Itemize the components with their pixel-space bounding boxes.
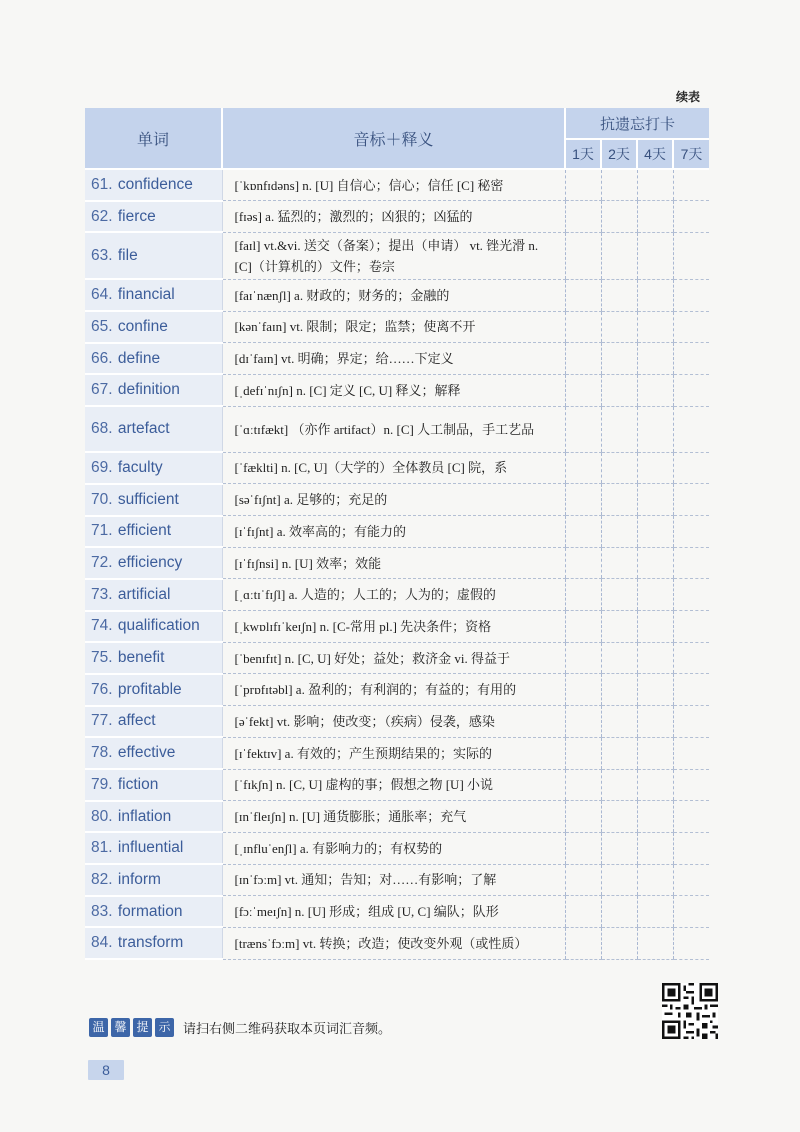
- checkin-cell-day-7[interactable]: [673, 374, 709, 406]
- checkin-cell-day-7[interactable]: [673, 484, 709, 516]
- word-number: 72.: [91, 554, 113, 572]
- definition-cell: [faɪˈnænʃl] a. 财政的；财务的；金融的: [222, 279, 565, 311]
- word-number: 67.: [91, 381, 113, 399]
- word-cell: [85, 547, 222, 579]
- table-row: [85, 484, 709, 516]
- checkin-cell-day-4[interactable]: [637, 832, 673, 864]
- checkin-cell-day-1[interactable]: [565, 927, 601, 959]
- checkin-cell-day-7[interactable]: [673, 406, 709, 452]
- word-cell: [85, 279, 222, 311]
- word-text: qualification: [117, 617, 200, 635]
- checkin-cell-day-4[interactable]: [637, 864, 673, 896]
- word-text: fierce: [117, 207, 156, 225]
- word-text: sufficient: [117, 490, 179, 508]
- table-row: [85, 611, 709, 643]
- definition-cell: [fɔːˈmeɪʃn] n. [U] 形成；组成 [U, C] 编队；队形: [222, 896, 565, 928]
- checkin-cell-day-1[interactable]: [565, 311, 601, 343]
- table-row: [85, 642, 709, 674]
- header-day-1: 1天: [565, 139, 601, 169]
- checkin-cell-day-7[interactable]: [673, 832, 709, 864]
- tip-bar: [89, 1018, 391, 1037]
- checkin-cell-day-1[interactable]: [565, 232, 601, 279]
- table-row: [85, 406, 709, 452]
- checkin-cell-day-2[interactable]: [601, 769, 637, 801]
- checkin-cell-day-4[interactable]: [637, 516, 673, 548]
- checkin-cell-day-7[interactable]: [673, 311, 709, 343]
- checkin-cell-day-7[interactable]: [673, 737, 709, 769]
- header-day-2: 2天: [601, 139, 637, 169]
- table-row: [85, 832, 709, 864]
- word-cell: [85, 374, 222, 406]
- word-cell: [85, 484, 222, 516]
- word-cell: [85, 706, 222, 738]
- word-text: transform: [117, 934, 184, 952]
- definition-cell: [fɪəs] a. 猛烈的；激烈的；凶狠的；凶猛的: [222, 201, 565, 233]
- definition-cell: [ˈbenɪfɪt] n. [C, U] 好处；益处；救济金 vi. 得益于: [222, 642, 565, 674]
- checkin-cell-day-2[interactable]: [601, 801, 637, 833]
- vocabulary-table: [85, 108, 709, 960]
- checkin-cell-day-7[interactable]: [673, 674, 709, 706]
- word-number: 83.: [91, 902, 113, 920]
- checkin-cell-day-4[interactable]: [637, 452, 673, 484]
- header-definition: 音标＋释义: [222, 108, 565, 169]
- word-cell: [85, 406, 222, 452]
- table-row: [85, 279, 709, 311]
- checkin-cell-day-4[interactable]: [637, 484, 673, 516]
- tip-badge: 馨: [111, 1018, 130, 1037]
- word-number: 69.: [91, 458, 113, 476]
- definition-cell: [ɪˈfektɪv] a. 有效的；产生预期结果的；实际的: [222, 737, 565, 769]
- tip-badge: 示: [155, 1018, 174, 1037]
- definition-cell: [ɪˈfɪʃnt] a. 效率高的；有能力的: [222, 516, 565, 548]
- checkin-cell-day-7[interactable]: [673, 547, 709, 579]
- word-number: 62.: [91, 207, 113, 225]
- word-number: 80.: [91, 807, 113, 825]
- word-cell: [85, 769, 222, 801]
- checkin-cell-day-1[interactable]: [565, 896, 601, 928]
- table-row: [85, 769, 709, 801]
- checkin-cell-day-1[interactable]: [565, 452, 601, 484]
- table-row: [85, 547, 709, 579]
- word-cell: [85, 232, 222, 279]
- word-cell: [85, 311, 222, 343]
- checkin-cell-day-1[interactable]: [565, 279, 601, 311]
- checkin-cell-day-2[interactable]: [601, 484, 637, 516]
- definition-cell: [ˌdefɪˈnɪʃn] n. [C] 定义 [C, U] 释义；解释: [222, 374, 565, 406]
- checkin-cell-day-1[interactable]: [565, 801, 601, 833]
- word-cell: [85, 864, 222, 896]
- checkin-cell-day-7[interactable]: [673, 201, 709, 233]
- checkin-cell-day-1[interactable]: [565, 406, 601, 452]
- checkin-cell-day-1[interactable]: [565, 579, 601, 611]
- checkin-cell-day-1[interactable]: [565, 706, 601, 738]
- table-row: [85, 927, 709, 959]
- checkin-cell-day-4[interactable]: [637, 343, 673, 375]
- checkin-cell-day-7[interactable]: [673, 452, 709, 484]
- word-number: 73.: [91, 585, 113, 603]
- checkin-cell-day-2[interactable]: [601, 896, 637, 928]
- checkin-cell-day-2[interactable]: [601, 406, 637, 452]
- table-row: [85, 169, 709, 201]
- checkin-cell-day-7[interactable]: [673, 343, 709, 375]
- checkin-cell-day-7[interactable]: [673, 232, 709, 279]
- checkin-cell-day-2[interactable]: [601, 311, 637, 343]
- checkin-cell-day-1[interactable]: [565, 642, 601, 674]
- definition-cell: [ˈɑːtɪfækt] （亦作 artifact）n. [C] 人工制品，手工艺品: [222, 406, 565, 452]
- checkin-cell-day-4[interactable]: [637, 801, 673, 833]
- word-number: 61.: [91, 175, 113, 193]
- word-number: 74.: [91, 617, 113, 635]
- word-text: inflation: [117, 807, 172, 825]
- word-number: 75.: [91, 649, 113, 667]
- checkin-cell-day-4[interactable]: [637, 169, 673, 201]
- checkin-cell-day-2[interactable]: [601, 374, 637, 406]
- word-number: 82.: [91, 870, 113, 888]
- header-checkin: 抗遗忘打卡: [565, 108, 709, 139]
- checkin-cell-day-7[interactable]: [673, 801, 709, 833]
- checkin-cell-day-2[interactable]: [601, 169, 637, 201]
- word-cell: [85, 516, 222, 548]
- checkin-cell-day-1[interactable]: [565, 484, 601, 516]
- checkin-cell-day-4[interactable]: [637, 232, 673, 279]
- checkin-cell-day-2[interactable]: [601, 737, 637, 769]
- checkin-cell-day-2[interactable]: [601, 279, 637, 311]
- checkin-cell-day-2[interactable]: [601, 611, 637, 643]
- word-text: financial: [117, 286, 175, 304]
- checkin-cell-day-2[interactable]: [601, 579, 637, 611]
- definition-cell: [kənˈfaɪn] vt. 限制；限定；监禁；使离不开: [222, 311, 565, 343]
- checkin-cell-day-1[interactable]: [565, 832, 601, 864]
- checkin-cell-day-1[interactable]: [565, 547, 601, 579]
- checkin-cell-day-7[interactable]: [673, 927, 709, 959]
- definition-cell: [ɪˈfɪʃnsi] n. [U] 效率；效能: [222, 547, 565, 579]
- checkin-cell-day-4[interactable]: [637, 374, 673, 406]
- word-number: 81.: [91, 839, 113, 857]
- definition-cell: [ɪnˈfɔːm] vt. 通知；告知；对……有影响；了解: [222, 864, 565, 896]
- checkin-cell-day-2[interactable]: [601, 642, 637, 674]
- word-cell: [85, 674, 222, 706]
- word-number: 64.: [91, 286, 113, 304]
- header-day-4: 4天: [637, 139, 673, 169]
- checkin-cell-day-4[interactable]: [637, 674, 673, 706]
- word-text: artificial: [117, 585, 171, 603]
- word-text: faculty: [117, 458, 163, 476]
- table-row: [85, 737, 709, 769]
- word-cell: [85, 452, 222, 484]
- word-text: artefact: [117, 420, 170, 438]
- definition-cell: [əˈfekt] vt. 影响；使改变；（疾病）侵袭，感染: [222, 706, 565, 738]
- word-cell: [85, 579, 222, 611]
- tip-badge: 提: [133, 1018, 152, 1037]
- page-number: 8: [88, 1060, 124, 1080]
- definition-cell: [faɪl] vt.&vi. 送交（备案）；提出（申请） vt. 锉光滑 n. [C]（计算机的）文件；卷宗: [222, 232, 565, 279]
- word-text: confine: [117, 317, 168, 335]
- table-row: [85, 343, 709, 375]
- checkin-cell-day-2[interactable]: [601, 674, 637, 706]
- word-number: 78.: [91, 744, 113, 762]
- word-text: formation: [117, 902, 183, 920]
- table-row: [85, 579, 709, 611]
- word-cell: [85, 927, 222, 959]
- checkin-cell-day-4[interactable]: [637, 769, 673, 801]
- definition-cell: [ˌɪnfluˈenʃl] a. 有影响力的；有权势的: [222, 832, 565, 864]
- table-row: [85, 311, 709, 343]
- checkin-cell-day-7[interactable]: [673, 516, 709, 548]
- word-cell: [85, 611, 222, 643]
- table-row: [85, 674, 709, 706]
- checkin-cell-day-4[interactable]: [637, 896, 673, 928]
- definition-cell: [dɪˈfaɪn] vt. 明确；界定；给……下定义: [222, 343, 565, 375]
- checkin-cell-day-7[interactable]: [673, 769, 709, 801]
- word-number: 68.: [91, 420, 113, 438]
- word-number: 79.: [91, 775, 113, 793]
- word-text: efficiency: [117, 554, 183, 572]
- word-text: fiction: [117, 775, 159, 793]
- word-number: 65.: [91, 317, 113, 335]
- checkin-cell-day-4[interactable]: [637, 547, 673, 579]
- checkin-cell-day-1[interactable]: [565, 374, 601, 406]
- checkin-cell-day-7[interactable]: [673, 611, 709, 643]
- checkin-cell-day-4[interactable]: [637, 927, 673, 959]
- checkin-cell-day-4[interactable]: [637, 279, 673, 311]
- checkin-cell-day-1[interactable]: [565, 769, 601, 801]
- checkin-cell-day-4[interactable]: [637, 706, 673, 738]
- word-text: inform: [117, 870, 161, 888]
- checkin-cell-day-1[interactable]: [565, 169, 601, 201]
- table-row: [85, 232, 709, 279]
- checkin-cell-day-4[interactable]: [637, 201, 673, 233]
- table-row: [85, 374, 709, 406]
- table-row: [85, 801, 709, 833]
- checkin-cell-day-4[interactable]: [637, 406, 673, 452]
- checkin-cell-day-2[interactable]: [601, 343, 637, 375]
- table-row: [85, 864, 709, 896]
- checkin-cell-day-1[interactable]: [565, 674, 601, 706]
- definition-cell: [trænsˈfɔːm] vt. 转换；改造；使改变外观（或性质）: [222, 927, 565, 959]
- word-number: 84.: [91, 934, 113, 952]
- checkin-cell-day-7[interactable]: [673, 279, 709, 311]
- word-text: efficient: [117, 522, 172, 540]
- word-cell: [85, 201, 222, 233]
- tip-badge: 温: [89, 1018, 108, 1037]
- word-text: benefit: [117, 649, 165, 667]
- checkin-cell-day-2[interactable]: [601, 832, 637, 864]
- word-text: define: [117, 349, 161, 367]
- word-text: confidence: [117, 175, 193, 193]
- checkin-cell-day-7[interactable]: [673, 169, 709, 201]
- word-text: definition: [117, 381, 180, 399]
- checkin-cell-day-2[interactable]: [601, 516, 637, 548]
- word-number: 76.: [91, 680, 113, 698]
- definition-cell: [ɪnˈfleɪʃn] n. [U] 通货膨胀；通胀率；充气: [222, 801, 565, 833]
- continued-label: 续表: [676, 90, 701, 104]
- table-row: [85, 896, 709, 928]
- word-cell: [85, 642, 222, 674]
- checkin-cell-day-2[interactable]: [601, 452, 637, 484]
- checkin-cell-day-2[interactable]: [601, 547, 637, 579]
- checkin-cell-day-4[interactable]: [637, 579, 673, 611]
- word-text: file: [117, 246, 138, 264]
- checkin-cell-day-1[interactable]: [565, 516, 601, 548]
- word-cell: [85, 832, 222, 864]
- table-row: [85, 452, 709, 484]
- checkin-cell-day-4[interactable]: [637, 737, 673, 769]
- checkin-cell-day-1[interactable]: [565, 737, 601, 769]
- checkin-cell-day-4[interactable]: [637, 611, 673, 643]
- checkin-cell-day-2[interactable]: [601, 201, 637, 233]
- word-text: effective: [117, 744, 176, 762]
- vocabulary-rows: [85, 169, 709, 959]
- qr-code-icon[interactable]: [662, 983, 718, 1039]
- checkin-cell-day-2[interactable]: [601, 232, 637, 279]
- word-cell: [85, 896, 222, 928]
- checkin-cell-day-1[interactable]: [565, 343, 601, 375]
- checkin-cell-day-4[interactable]: [637, 311, 673, 343]
- tip-text: 请扫右侧二维码获取本页词汇音频。: [183, 1022, 392, 1037]
- checkin-cell-day-7[interactable]: [673, 896, 709, 928]
- table-row: [85, 516, 709, 548]
- word-text: profitable: [117, 680, 182, 698]
- definition-cell: [ˈprɒfɪtəbl] a. 盈利的；有利润的；有益的；有用的: [222, 674, 565, 706]
- definition-cell: [ˈkɒnfɪdəns] n. [U] 自信心；信心；信任 [C] 秘密: [222, 169, 565, 201]
- checkin-cell-day-2[interactable]: [601, 927, 637, 959]
- checkin-cell-day-1[interactable]: [565, 611, 601, 643]
- definition-cell: [ˈfɪkʃn] n. [C, U] 虚构的事；假想之物 [U] 小说: [222, 769, 565, 801]
- word-number: 70.: [91, 490, 113, 508]
- checkin-cell-day-2[interactable]: [601, 864, 637, 896]
- header-word: 单词: [85, 108, 222, 169]
- checkin-cell-day-7[interactable]: [673, 706, 709, 738]
- definition-cell: [ˌɑːtɪˈfɪʃl] a. 人造的；人工的；人为的；虚假的: [222, 579, 565, 611]
- word-number: 66.: [91, 349, 113, 367]
- definition-cell: [səˈfɪʃnt] a. 足够的；充足的: [222, 484, 565, 516]
- checkin-cell-day-2[interactable]: [601, 706, 637, 738]
- table-row: [85, 706, 709, 738]
- checkin-cell-day-1[interactable]: [565, 201, 601, 233]
- word-text: affect: [117, 712, 156, 730]
- word-text: influential: [117, 839, 184, 857]
- checkin-cell-day-7[interactable]: [673, 579, 709, 611]
- checkin-cell-day-1[interactable]: [565, 864, 601, 896]
- word-number: 77.: [91, 712, 113, 730]
- definition-cell: [ˌkwɒlɪfɪˈkeɪʃn] n. [C-常用 pl.] 先决条件；资格: [222, 611, 565, 643]
- word-number: 71.: [91, 522, 113, 540]
- word-cell: [85, 343, 222, 375]
- word-cell: [85, 737, 222, 769]
- word-cell: [85, 169, 222, 201]
- checkin-cell-day-4[interactable]: [637, 642, 673, 674]
- word-cell: [85, 801, 222, 833]
- table-row: [85, 201, 709, 233]
- header-day-7: 7天: [673, 139, 709, 169]
- checkin-cell-day-7[interactable]: [673, 642, 709, 674]
- definition-cell: [ˈfæklti] n. [C, U]（大学的）全体教员 [C] 院，系: [222, 452, 565, 484]
- checkin-cell-day-7[interactable]: [673, 864, 709, 896]
- word-number: 63.: [91, 246, 113, 264]
